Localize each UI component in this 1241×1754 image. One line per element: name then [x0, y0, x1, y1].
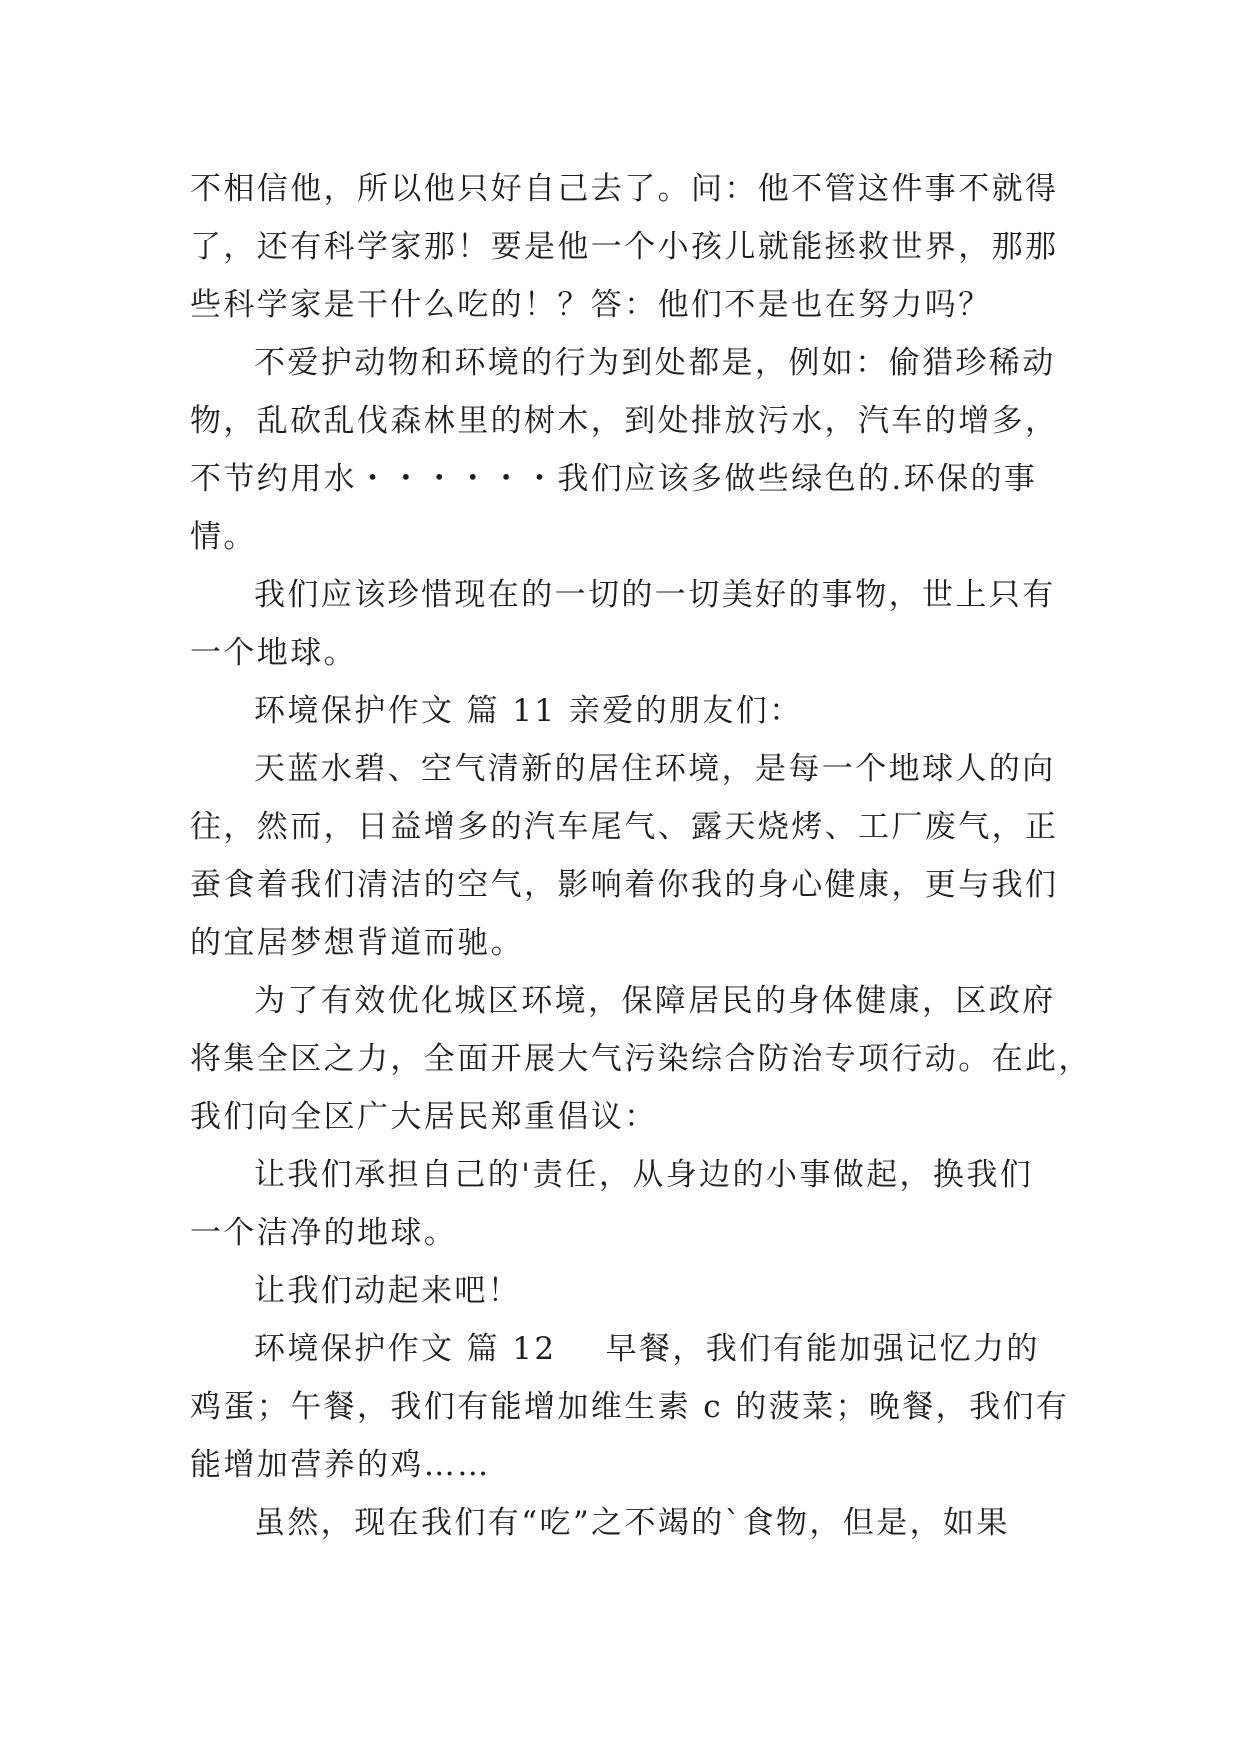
text-line: 一个地球。: [190, 635, 357, 671]
text-line: 为了有效优化城区环境，保障居民的身体健康，区政府: [254, 983, 1056, 1019]
text-line: 些科学家是干什么吃的！？答：他们不是也在努力吗？: [190, 287, 992, 323]
text-line: 环境保护作文 篇 12 早餐，我们有能加强记忆力的: [254, 1331, 1040, 1367]
text-line: 将集全区之力，全面开展大气污染综合防治专项行动。在此，: [190, 1041, 1092, 1077]
text-line: 能增加营养的鸡……: [190, 1447, 491, 1483]
text-line: 天蓝水碧、空气清新的居住环境，是每一个地球人的向: [254, 751, 1056, 787]
text-line: 蚕食着我们清洁的空气，影响着你我的身心健康，更与我们: [190, 867, 1059, 903]
paragraph: [190, 566, 1070, 682]
paragraph: [190, 334, 1070, 566]
text-line: 让我们承担自己的'责任，从身边的小事做起，换我们: [254, 1157, 1034, 1193]
text-line: 虽然，现在我们有“吃”之不竭的`食物，但是，如果: [254, 1505, 1010, 1541]
text-line: 往，然而，日益增多的汽车尾气、露天烧烤、工厂废气，正: [190, 809, 1059, 845]
text-line: 了，还有科学家那！要是他一个小孩儿就能拯救世界，那那: [190, 229, 1059, 265]
paragraph: [190, 740, 1070, 972]
text-line: 环境保护作文 篇 11 亲爱的朋友们：: [254, 693, 803, 729]
text-line: 我们应该珍惜现在的一切的一切美好的事物，世上只有: [254, 577, 1056, 613]
text-line: 不相信他，所以他只好自己去了。问：他不管这件事不就得: [190, 171, 1059, 207]
text-line: 不爱护动物和环境的行为到处都是，例如：偷猎珍稀动: [254, 345, 1056, 381]
text-line: 我们向全区广大居民郑重倡议：: [190, 1099, 658, 1135]
section-heading: [190, 682, 1070, 740]
paragraph: [190, 1320, 1070, 1494]
paragraph: [190, 1262, 1070, 1320]
text-line: 的宜居梦想背道而驰。: [190, 925, 524, 961]
text-line: 让我们动起来吧！: [254, 1273, 522, 1309]
text-line: 不节约用水・・・・・・我们应该多做些绿色的.环保的事: [190, 461, 1038, 497]
text-line: 鸡蛋；午餐，我们有能增加维生素 c 的菠菜；晚餐，我们有: [190, 1389, 1070, 1425]
text-line: 物，乱砍乱伐森林里的树木，到处排放污水，汽车的增多，: [190, 403, 1059, 439]
paragraph: [190, 972, 1092, 1146]
document-body: [190, 160, 1092, 1552]
text-line: 一个洁净的地球。: [190, 1215, 458, 1251]
paragraph: [190, 1494, 1070, 1552]
paragraph: [190, 1146, 1070, 1262]
paragraph: [190, 160, 1070, 334]
text-line: 情。: [190, 519, 257, 555]
